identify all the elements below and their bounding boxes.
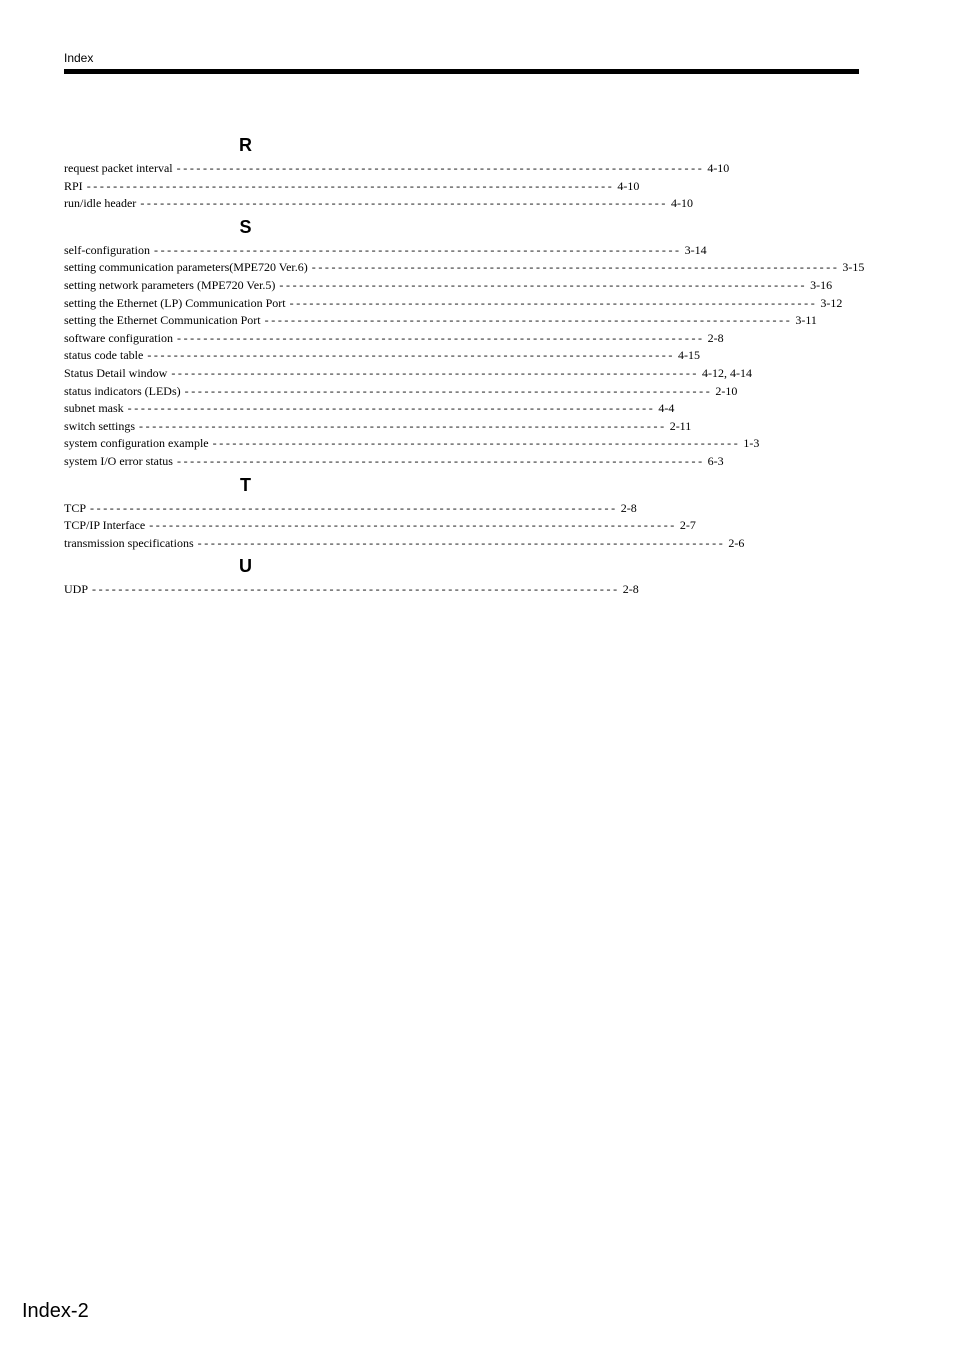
section-letter: S: [239, 216, 252, 237]
running-header: Index: [64, 51, 94, 65]
dot-leader: --------------------------------------------------------------------------------: [176, 330, 705, 345]
index-entry: [64, 581, 639, 599]
index-term: TCP/IP Interface: [64, 518, 146, 533]
dot-leader: --------------------------------------------------------------------------------: [149, 518, 677, 533]
index-section-s: [64, 216, 865, 471]
section-letter: T: [240, 474, 251, 495]
index-entry: [64, 500, 637, 518]
index-entry: [64, 535, 745, 553]
index-entry: [64, 277, 833, 295]
page-number: Index-2: [22, 1300, 89, 1322]
index-term: setting network parameters (MPE720 Ver.5): [64, 277, 276, 292]
header-rule: [64, 69, 859, 74]
index-page-ref: 4-4: [658, 401, 675, 416]
index-page-ref: 2-8: [622, 582, 639, 597]
section-letter: R: [239, 135, 252, 155]
index-page-ref: 2-11: [669, 418, 692, 433]
index-page-ref: 2-7: [679, 518, 696, 533]
index-section-t: [64, 474, 745, 553]
dot-leader: --------------------------------------------------------------------------------: [86, 178, 615, 193]
index-page-ref: 3-11: [795, 313, 817, 328]
index-term: setting the Ethernet Communication Port: [64, 313, 261, 328]
index-term: status code table: [64, 348, 144, 363]
dot-leader: --------------------------------------------------------------------------------: [197, 535, 726, 550]
dot-leader: --------------------------------------------------------------------------------: [147, 348, 675, 363]
index-term: status indicators (LEDs): [64, 383, 181, 398]
index-entry: [64, 242, 707, 260]
index-page-ref: 2-10: [715, 383, 738, 398]
index-entry: [64, 365, 753, 383]
index-page-ref: 4-10: [671, 196, 693, 211]
index-entry: [64, 400, 675, 418]
index-page-ref: 3-16: [810, 277, 833, 292]
dot-leader: --------------------------------------------------------------------------------: [184, 383, 713, 398]
section-letter: U: [239, 556, 252, 577]
index-page-ref: 2-8: [707, 330, 724, 345]
index-section-r: [64, 134, 730, 213]
index-term: TCP: [64, 500, 87, 515]
dot-leader: --------------------------------------------------------------------------------: [212, 436, 741, 451]
index-term: self-configuration: [64, 242, 150, 257]
index-page-ref: 3-15: [842, 260, 865, 275]
dot-leader: --------------------------------------------------------------------------------: [127, 401, 656, 416]
index-term: request packet interval: [64, 161, 173, 175]
dot-leader: --------------------------------------------------------------------------------: [92, 582, 620, 597]
index-entry: [64, 383, 738, 401]
index-entry: [64, 330, 724, 348]
dot-leader: --------------------------------------------------------------------------------: [311, 260, 840, 275]
index-page-ref: 4-12, 4-14: [702, 365, 753, 380]
index-term: Status Detail window: [64, 365, 168, 380]
index-term: system I/O error status: [64, 453, 173, 468]
index-page-ref: 6-3: [707, 453, 724, 468]
index-term: UDP: [64, 582, 89, 597]
index-page-ref: 4-10: [617, 178, 640, 193]
index-page-ref: 3-14: [684, 242, 707, 257]
dot-leader: --------------------------------------------------------------------------------: [264, 313, 793, 328]
index-entry: [64, 517, 696, 535]
index-term: subnet mask: [64, 401, 124, 416]
index-term: system configuration example: [64, 436, 209, 451]
index-page-ref: 4-10: [707, 161, 730, 175]
index-entry: [64, 418, 692, 436]
index-section-u: [64, 555, 639, 599]
index-entry: [64, 312, 817, 330]
dot-leader: --------------------------------------------------------------------------------: [90, 500, 618, 515]
index-entry: [64, 453, 724, 471]
index-page-ref: 2-6: [728, 535, 745, 550]
index-entry: [64, 160, 730, 178]
index-page-ref: 3-12: [820, 295, 843, 310]
index-column: [64, 134, 865, 599]
index-entry: [64, 435, 760, 453]
index-term: setting communication parameters(MPE720 Ver.6): [64, 260, 308, 275]
index-page-ref: 2-8: [620, 500, 637, 515]
index-page-ref: 1-3: [743, 436, 760, 451]
index-entry: [64, 178, 640, 196]
dot-leader: --------------------------------------------------------------------------------: [140, 196, 668, 211]
index-entry: [64, 347, 700, 365]
dot-leader: --------------------------------------------------------------------------------: [171, 365, 700, 380]
dot-leader: --------------------------------------------------------------------------------: [153, 242, 682, 257]
index-term: software configuration: [64, 330, 173, 345]
index-term: transmission specifications: [64, 535, 194, 550]
index-term: run/idle header: [64, 196, 137, 211]
dot-leader: --------------------------------------------------------------------------------: [289, 295, 818, 310]
index-entry: [64, 295, 843, 313]
index-term: switch settings: [64, 418, 135, 433]
dot-leader: --------------------------------------------------------------------------------: [139, 418, 667, 433]
dot-leader: --------------------------------------------------------------------------------: [176, 161, 705, 175]
dot-leader: --------------------------------------------------------------------------------: [176, 453, 705, 468]
index-term: setting the Ethernet (LP) Communication Port: [64, 295, 286, 310]
index-entry: [64, 195, 693, 213]
dot-leader: --------------------------------------------------------------------------------: [279, 277, 808, 292]
index-term: RPI: [64, 178, 83, 193]
index-page-ref: 4-15: [678, 348, 700, 363]
index-entry: [64, 259, 865, 277]
